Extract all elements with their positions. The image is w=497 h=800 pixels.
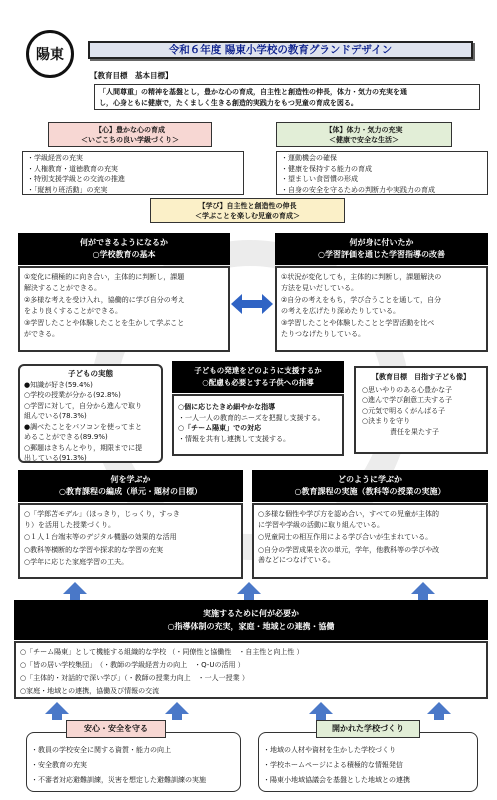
can-do-items: ①変化に積極的に向き合い，主体的に判断し，課題 解決することができる。 ②多様な考えを受け入れ，協働的に学び自分の考え をより良くすることができる。 ③学習したことや体験したことを生かして学ぶこと ができる。 xyxy=(18,266,230,352)
up-arrow-icon xyxy=(165,702,189,714)
learned-items: ①状況が変化しても，主体的に判断し，課題解決の 方法を見いだしている。 ②自分の考えをもち，学び合うことを通して，自分 の考えを広げたり深めたりしている。 ③学習したことや体験したことと学習活動を比べ たりつなげたりしている。 xyxy=(275,266,488,352)
page-title: 令和６年度 陽東小学校の教育グランドデザイン xyxy=(88,41,473,59)
up-arrow-icon xyxy=(427,702,451,714)
arrow-stem xyxy=(434,714,444,720)
school-logo xyxy=(26,30,74,78)
logo-text: 陽東 xyxy=(36,47,64,63)
up-arrow-icon xyxy=(309,702,333,714)
what-learn-items: ○「学郎苫モデル」（ほっきり，じっくり，すっき り）を活用した授業づくり。 ○１人１台端末等のデジタル機器の効果的な活用 ○教科等横断的な学習や探求的な学習の充実 ○学年に応じた家庭学習の工夫。 xyxy=(18,503,243,579)
needs-header: 実施するために何が必要か ○指導体制の充実，家庭・地域との連携・協働 xyxy=(14,600,488,640)
what-learn-header: 何を学ぶか ○教育課程の編成（単元・題材の目標） xyxy=(18,470,243,502)
support-header: 子どもの発達をどのように支援するか ○配慮も必要とする子供への指導 xyxy=(172,361,344,393)
up-arrow-icon xyxy=(45,702,69,714)
body-items: ・運動機会の確保 ・健康を保持する能力の育成 ・望ましい食習慣の形成 ・自身の安全を守るための判断力や実践力の育成 xyxy=(276,151,488,195)
heart-box: 【心】豊かな心の育成 ＜いごこちの良い学級づくり＞ xyxy=(48,122,212,147)
goal-statement: 「人間尊重」の精神を基盤とし，豊かな心の育成，自主性と創造性の伸長，体力・気力の充実を通 し，心身ともに健康で，たくましく生きる創造的実践力をもつ児童の育成を図る。 xyxy=(94,84,480,110)
safety-items: ・教員の学校安全に関する資質・能力の向上 ・安全教育の充実 ・不審者対応避難訓練，災害を想定した避難訓練の実施 xyxy=(26,732,241,792)
how-learn-items: ○多様な個性や学び方を認め合い，すべての児童が主体的 に学習や学級の活動に取り組んでいる。 ○児童同士の相互作用による学び合いが生まれている。 ○自分の学習成果を次の単元，学年，他教科等の学びや改 善などにつなげている。 xyxy=(252,503,488,579)
arrow-stem xyxy=(172,714,182,720)
needs-items: ○「チーム陽東」として機能する組織的な学校 （・同僚性と協働性 ・自主性と向上性 ） ○「皆の居い学校集団」 （・教師の学級経営力の向上 ・Q-Uの活用 ） ○「主体的・対話的で深い学び」（・教師の授業力向上 ・一人一授業 ） ○家庭・地域との連携，協働及び情報の交流 xyxy=(14,641,488,699)
arrow-stem xyxy=(52,714,62,720)
support-items: ○個に応じたきめ細やかな指導 ・一人一人の教育的ニーズを把握し支援する。 ○「チーム陽東」での対応 ・情報を共有し連携して支援する。 xyxy=(172,394,344,456)
status-box: 子どもの実態 ●知識が好き(59.4%) ○学校の授業が分かる(92.8%) ○学習に対して，自分から進んで取り 組んでいる(78.3%) ●調べたことをパソコンを使ってまと めることができる(89.9%) ○郵題はきちんとやり，期限までに提 出している(91.3%) xyxy=(18,364,163,463)
open-items: ・地域の人材や資材を生かした学校づくり ・学校ホームページによる積極的な情報発信 ・陽東小地域協議会を基盤とした地域との連携 xyxy=(258,732,478,792)
can-do-header: 何ができるようになるか ○学校教育の基本 xyxy=(18,233,230,265)
up-arrow-icon xyxy=(411,582,435,594)
body-box: 【体】体力・気力の充実 ＜健康で安全な生活＞ xyxy=(276,122,452,147)
heart-items: ・学級経営の充実 ・人権教育・道徳教育の充実 ・特別支援学級との交流の推進 ・「縦割り班活動」の充実 xyxy=(22,151,244,195)
learn-box: 【学び】自主性と創造性の伸長 ＜学ぶことを楽しむ児童の育成＞ xyxy=(150,198,345,223)
open-title: 開かれた学校づくり xyxy=(316,720,420,738)
up-arrow-icon xyxy=(63,582,87,594)
double-arrow-icon xyxy=(231,293,273,315)
aim-box: 【教育目標 目指す子ども像】 ○思いやりのある心豊かな子 ○進んで学び創意工夫する子 ○元気で明るくがんばる子 ○決まりを守り 責任を果たす子 xyxy=(354,366,488,454)
how-learn-header: どのように学ぶか ○教育課程の実施（教科等の授業の実施） xyxy=(252,470,488,502)
goal-label: 【教育目標 基本目標】 xyxy=(90,71,173,80)
up-arrow-icon xyxy=(237,582,261,594)
learned-header: 何が身に付いたか ○学習評価を通じた学習指導の改善 xyxy=(275,233,488,265)
safety-title: 安心・安全を守る xyxy=(66,720,166,738)
